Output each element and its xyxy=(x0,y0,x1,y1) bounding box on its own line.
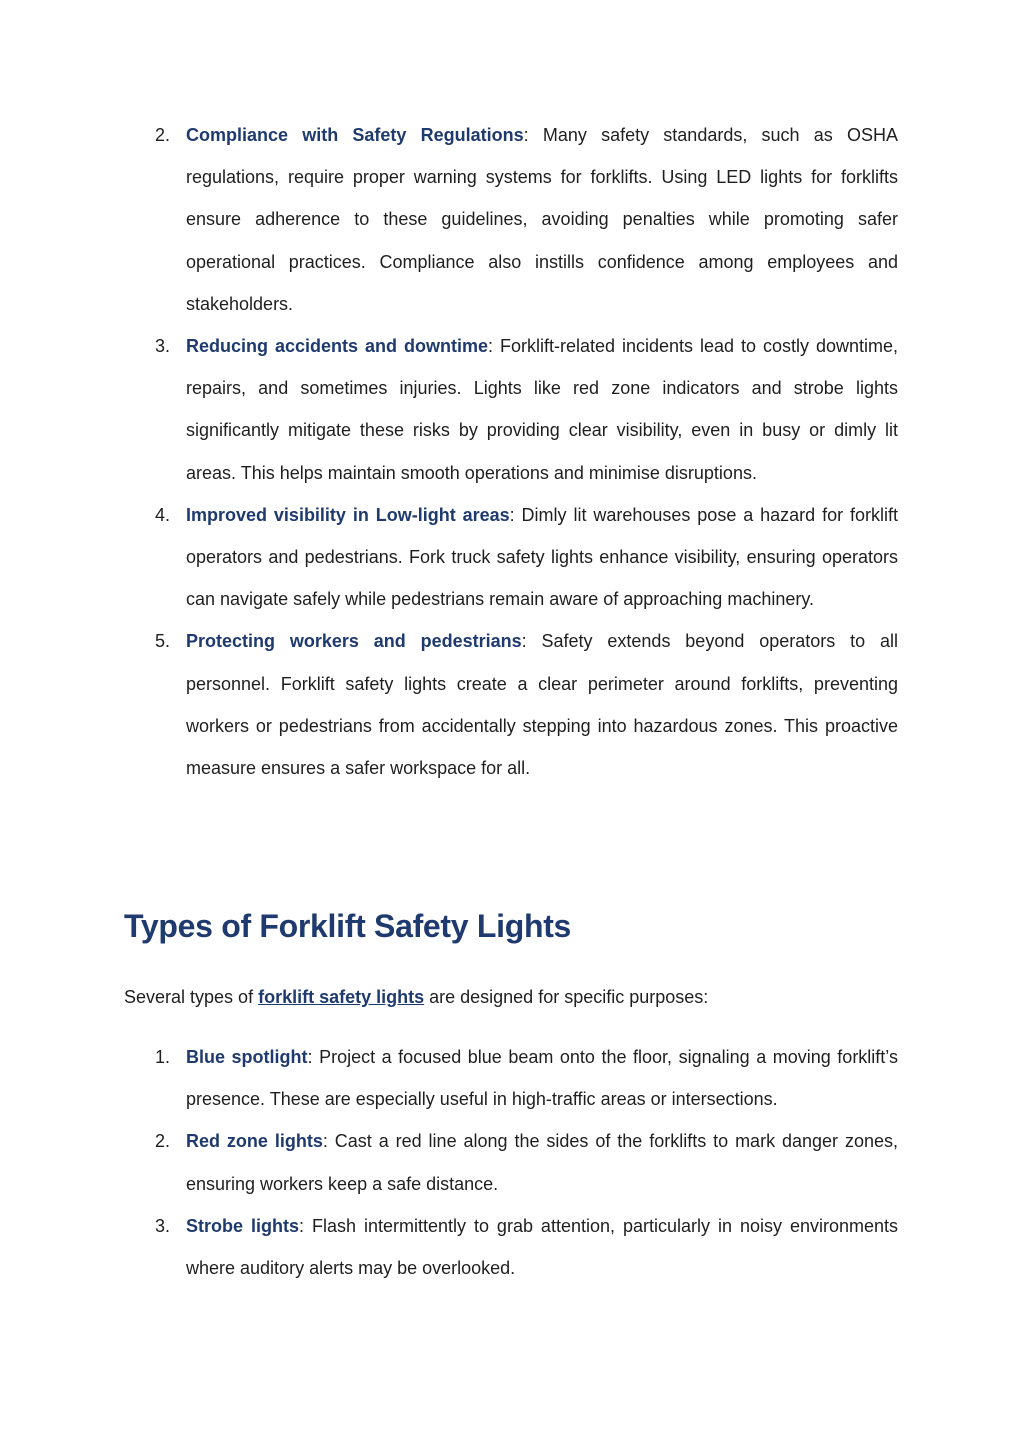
intro-text-before: Several types of xyxy=(124,987,259,1007)
list-item-text: : Project a focused blue beam onto the floor, signaling a moving forklift’s presence. These are especially useful in high-traffic areas or intersections. xyxy=(186,1047,898,1110)
forklift-safety-lights-link[interactable]: forklift safety lights xyxy=(258,987,425,1007)
list-item-text: : Cast a red line along the sides of the forklifts to mark danger zones, ensuring workers keep a safe distance. xyxy=(186,1131,898,1194)
list-item-term: Improved visibility in Low-light areas xyxy=(186,504,510,525)
list-item-text: : Forklift-related incidents lead to costly downtime, repairs, and sometimes injuries. Lights like red zone indicators and strobe lights significantly mitigate these risks by providing clear visibility, even in busy or dimly lit areas. This helps maintain smooth operations and minimise disruptions. xyxy=(186,336,899,483)
list-number: 3. xyxy=(155,336,171,357)
list-item xyxy=(124,325,898,494)
list-number: 2. xyxy=(155,1131,171,1152)
list-item-text: : Dimly lit warehouses pose a hazard for forklift operators and pedestrians. Fork truck safety lights enhance visibility, ensuring operators can navigate safely while pedestrians remain aware of approaching machinery. xyxy=(186,504,898,610)
list-item-term: Strobe lights xyxy=(186,1215,299,1236)
list-number: 5. xyxy=(155,631,171,652)
section-intro xyxy=(124,984,708,1010)
types-list xyxy=(124,1036,898,1289)
list-item-text: : Safety extends beyond operators to all personnel. Forklift safety lights create a clear perimeter around forklifts, preventing workers or pedestrians from accidentally stepping into hazardous zones. This proactive measure ensures a safer workspace for all. xyxy=(186,631,898,779)
list-item xyxy=(124,1205,898,1289)
list-item xyxy=(124,114,898,325)
list-number: 3. xyxy=(155,1215,171,1236)
list-number: 1. xyxy=(155,1047,171,1067)
list-item xyxy=(124,1036,898,1120)
list-item xyxy=(124,620,898,789)
intro-text-after: are designed for specific purposes: xyxy=(424,987,709,1007)
list-item xyxy=(124,494,898,621)
list-number: 2. xyxy=(155,125,171,145)
list-number: 4. xyxy=(155,504,171,525)
list-item-term: Blue spotlight xyxy=(186,1047,308,1067)
list-item-term: Protecting workers and pedestrians xyxy=(186,631,522,652)
section-heading: Types of Forklift Safety Lights xyxy=(124,908,572,944)
benefits-list xyxy=(124,114,898,789)
list-item xyxy=(124,1120,898,1204)
list-item-term: Red zone lights xyxy=(186,1131,323,1152)
list-item-text: : Many safety standards, such as OSHA regulations, require proper warning systems for forklifts. Using LED lights for forklifts ensure adherence to these guidelines, avoiding penalties while promoting safer operational practices. Compliance also instills confidence among employees and stakeholders. xyxy=(186,125,898,314)
list-item-text: : Flash intermittently to grab attention, particularly in noisy environments where auditory alerts may be overlooked. xyxy=(186,1215,898,1279)
list-item-term: Compliance with Safety Regulations xyxy=(186,125,524,145)
list-item-term: Reducing accidents and downtime xyxy=(186,336,488,357)
